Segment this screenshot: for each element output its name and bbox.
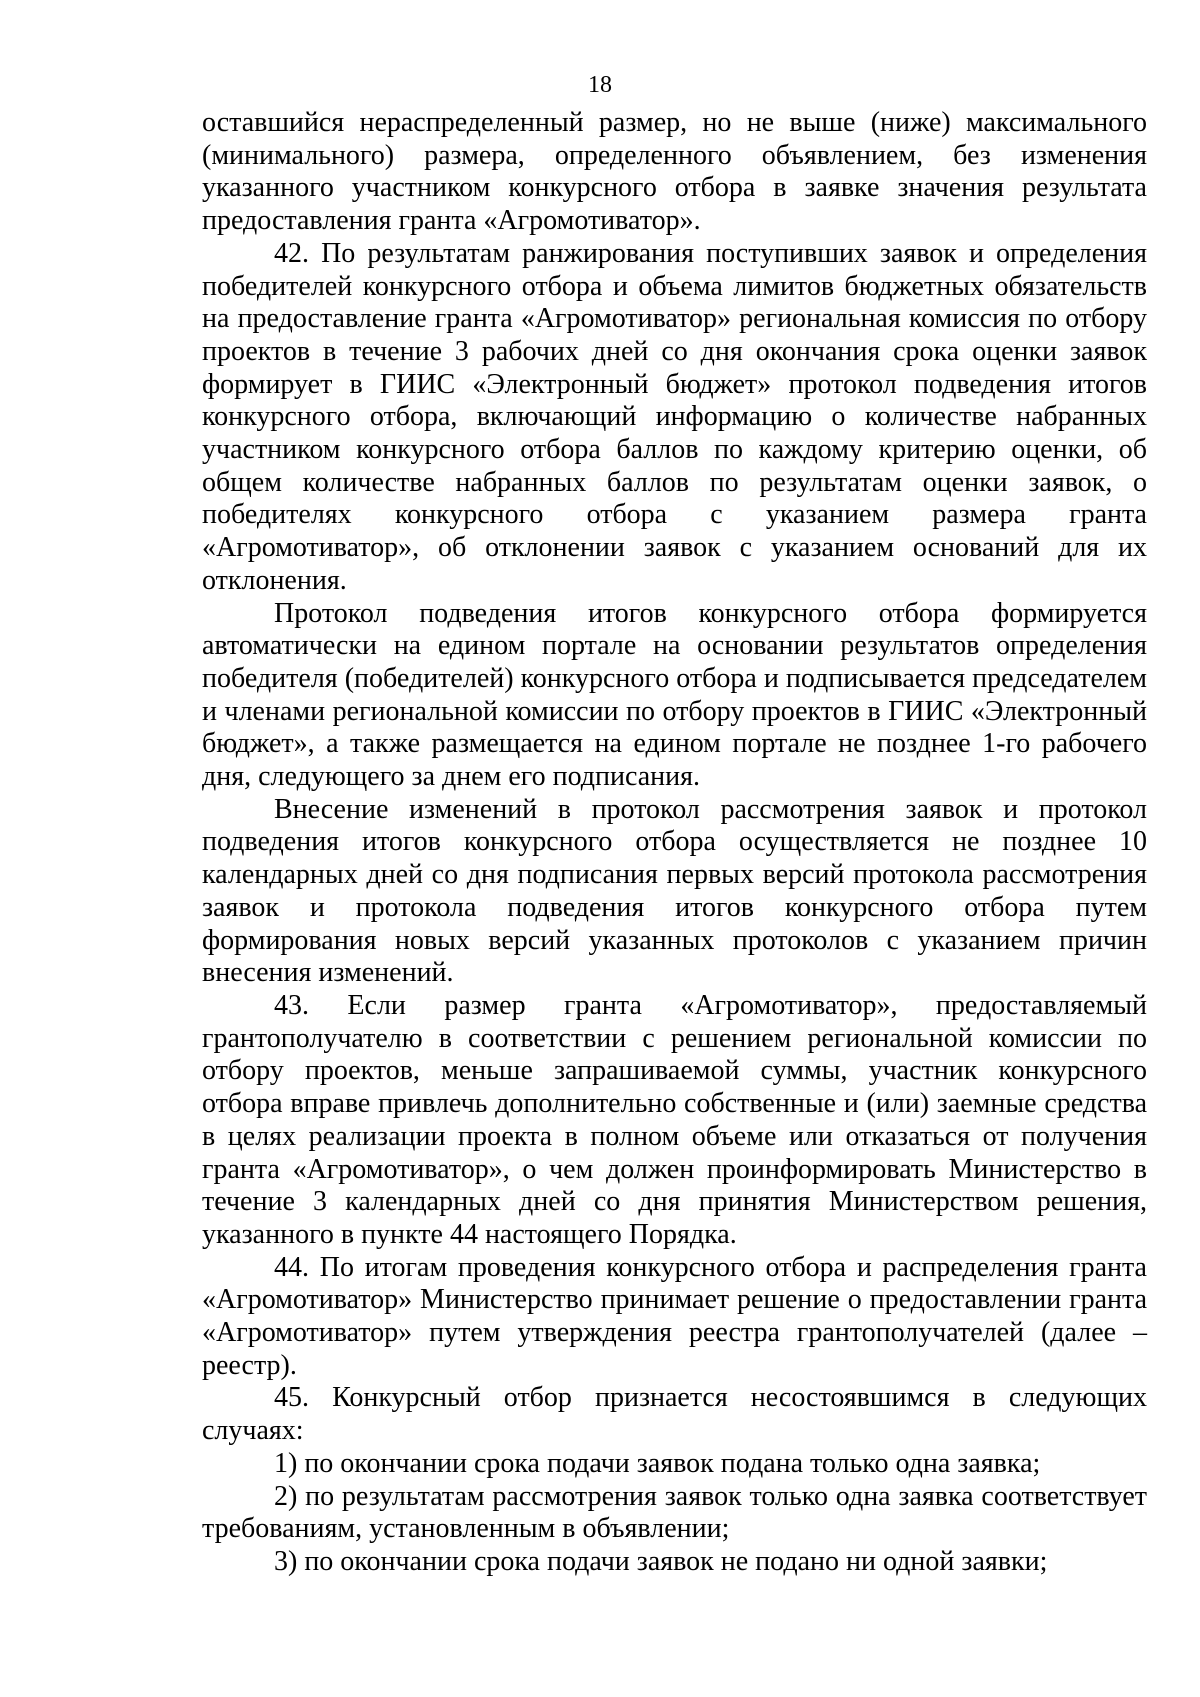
list-item-1: 1) по окончании срока подачи заявок подана только одна заявка; [274, 1447, 1041, 1479]
paragraph-protocol-changes: Внесение изменений в протокол рассмотрения заявок и протокол подведения итогов конкурсного отбора осуществляется не позднее 10 календарных дней со дня подписания первых версий протокола рассмотрения заявок и протокола подведения итогов конкурсного отбора путем формирования новых версий указанных протоколов с указанием причин внесения изменений. [202, 793, 1147, 989]
paragraph-protocol-formation: Протокол подведения итогов конкурсного отбора формируется автоматически на едином портале на основании результатов определения победителя (победителей) конкурсного отбора и подписывается председателем и членами региональной комиссии по отбору проектов в ГИИС «Электронный бюджет», а также размещается на едином портале не позднее 1-го рабочего дня, следующего за днем его подписания. [202, 597, 1147, 793]
paragraph-45: 45. Конкурсный отбор признается несостоявшимся в следующих случаях: [202, 1382, 1147, 1447]
paragraph-43: 43. Если размер гранта «Агромотиватор», предоставляемый грантополучателю в соответствии с решением региональной комиссии по отбору проектов, меньше запрашиваемой суммы, участник конкурсного отбора вправе привлечь дополнительно собственные и (или) заемные средства в целях реализации проекта в полном объеме или отказаться от получения гранта «Агромотиватор», о чем должен проинформировать Министерство в течение 3 календарных дней со дня принятия Министерством решения, указанного в пункте 44 настоящего Порядка. [202, 989, 1147, 1250]
paragraph-continuation: оставшийся нераспределенный размер, но не выше (ниже) максимального (минимального) размера, определенного объявлением, без изменения указанного участником конкурсного отбора в заявке значения результата предоставления гранта «Агромотиватор». [202, 107, 1147, 237]
page-number: 18 [588, 72, 612, 98]
paragraph-44: 44. По итогам проведения конкурсного отбора и распределения гранта «Агромотиватор» Министерство принимает решение о предоставлении гранта «Агромотиватор» путем утверждения реестра грантополучателей (далее – реестр). [202, 1251, 1147, 1381]
paragraph-42: 42. По результатам ранжирования поступивших заявок и определения победителей конкурсного отбора и объема лимитов бюджетных обязательств на предоставление гранта «Агромотиватор» региональная комиссия по отбору проектов в течение 3 рабочих дней со дня окончания срока оценки заявок формирует в ГИИС «Электронный бюджет» протокол подведения итогов конкурсного отбора, включающий информацию о количестве набранных участником конкурсного отбора баллов по каждому критерию оценки, об общем количестве набранных баллов по результатам оценки заявок, о победителях конкурсного отбора с указанием размера гранта «Агромотиватор», об отклонении заявок с указанием оснований для их отклонения. [202, 237, 1147, 596]
list-item-2: 2) по результатам рассмотрения заявок только одна заявка соответствует требованиям, установленным в объявлении; [202, 1480, 1147, 1545]
document-body [202, 107, 1147, 1579]
list-item-3: 3) по окончании срока подачи заявок не подано ни одной заявки; [274, 1545, 1048, 1577]
